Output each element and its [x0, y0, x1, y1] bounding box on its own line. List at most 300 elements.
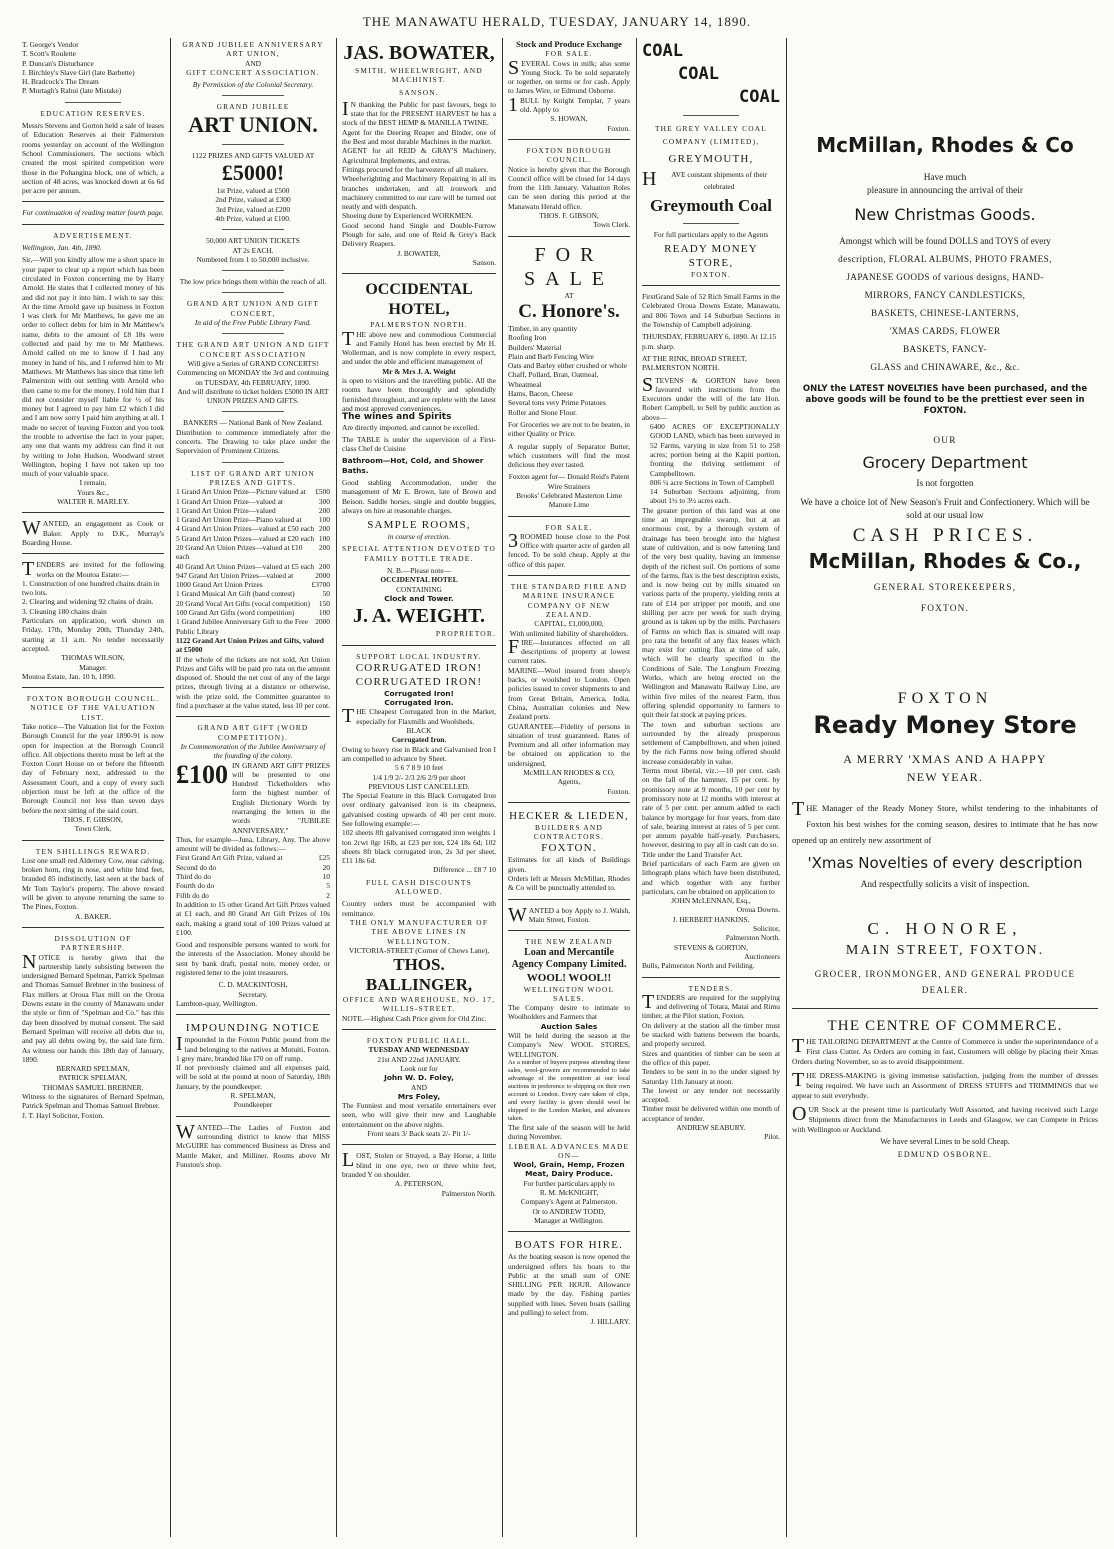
ad-heading: BOATS FOR HIRE. [514, 1239, 624, 1252]
ad-heading: FOXTON PUBLIC HALL. [366, 1036, 472, 1046]
column-1 [22, 40, 164, 1537]
ad-text: TENDERS are required for the supplying and delivering of Totara, Matai and Rimu timber, at the Pilot station, Foxton. [642, 990, 780, 1021]
article-text: Messrs Stevens and Gorton held a sale of leases of Education Reserves at their Palmerston rooms yesterday on account of the Wellington School Commissioners. The sections which created the most spirited competition were those in the Pohangina block, one of which, a section of 48 acres, was knocked down at 6s 6d per acre per annum. [22, 121, 164, 196]
ad-heading: WELLINGTON WOOL SALES. [523, 984, 615, 1003]
ad-text: 5 6 7 8 9 10 feet [394, 763, 444, 773]
ad-text: The low price brings them within the reach of all. [179, 277, 327, 287]
place: Foxton. [607, 786, 630, 796]
ad-text: IN GRAND ART GIFT PRIZES will be presented to one Hundred Ticketholders who form the highest number of English Dictionary Words by rearranging the letters in the words "JUBILEE ANNIVERSARY." [232, 760, 330, 835]
divider [22, 201, 164, 202]
list-item: 3rd Prize, valued at £200 [215, 204, 291, 214]
ad-text: Have much [923, 173, 967, 183]
ad-heading: Auction Sales [540, 1021, 598, 1031]
ad-text: SPECIAL ATTENTION DEVOTED TO FAMILY BOTTLE TRADE. [342, 544, 496, 563]
ad-text: Notice is hereby given that the Borough Council office will be closed for 14 days from the 11th January. Valuation Roles can be seen during this period at the Manawatu Herald office. [508, 164, 630, 211]
table-row [176, 872, 330, 881]
ad-text: For full particulars apply to the Agents [653, 229, 769, 239]
ad-heading: Grocery Department [862, 453, 1028, 472]
ad-heading: Corrugated Iron. [384, 698, 454, 708]
ad-text: Thus, for example—Juna, Library, Any. The above amount will be divided as follows:— [176, 834, 330, 854]
ad-text: The TABLE is under the supervision of a First-class Chef de Cuisine [342, 434, 496, 454]
permission-note: By Permission of the Colonial Secretary. [192, 80, 314, 90]
divider [222, 333, 284, 334]
divider [176, 1116, 330, 1117]
ad-text: Take notice—The Valuation list for the Foxton Borough Council for the year 1890-91 is now open for inspection at the Borough Council office. All objections thereto must be left at the Foxton Court House on or before the fifteenth day of February next, addressed to the Assessment Court, and a copy of every such objection must be left at the office of the Borough Council not less than seven days before the next sitting of the said court. [22, 722, 164, 815]
ad-text: Is not forgotten [916, 479, 974, 489]
ad-text: We have several Lines to be sold Cheap. [880, 1137, 1010, 1146]
ad-heading: SUPPORT LOCAL INDUSTRY. [356, 651, 482, 661]
ad-heading: SANSON. [399, 87, 439, 97]
divider [508, 1231, 630, 1232]
ad-text: THE above new and commodious Commercial and Family Hotel has been erected by Mr H. Wollerman, and is now complete in every respect, and under the able and efficient management of [342, 327, 496, 367]
ad-text: WANTED, an engagement as Cook or Baker. Apply to D.K., Murray's Boarding House. [22, 517, 164, 547]
ad-heading: IMPOUNDING NOTICE [185, 1022, 321, 1035]
list-item: H. Bradcock's The Dream [22, 77, 99, 87]
signature: Or to ANDREW TODD, [532, 1206, 606, 1216]
signature: A. BAKER. [75, 911, 111, 921]
ad-text: FirstGrand Sale of 52 Rich Small Farms in the Celebrated Oroua Downs Estate, Manawatu, and 806 Town and 14 Suburban Sections in the Township of Campbell adjoining. [642, 292, 780, 330]
divider [222, 144, 284, 145]
ad-title: THOS. BALLINGER, [365, 955, 473, 995]
list-item: MIRRORS, FANCY CANDLESTICKS, [864, 290, 1026, 300]
list-item: Oats and Barley either crushed or whole [508, 361, 628, 371]
list-item: Timber, in any quantity [508, 323, 578, 333]
ad-heading: John W. D. Foley, [384, 1073, 454, 1083]
signature: ANDREW SEABURY. [676, 1123, 746, 1133]
ad-text: 21st AND 22nd JANUARY. [377, 1054, 461, 1064]
table-cell-label: Fifth do do [176, 890, 209, 900]
column-rule [336, 38, 337, 1537]
table-cell-label: 40 Grand Art Union Prizes—valued at £5 each [176, 561, 315, 571]
ad-title: FOR SALE [524, 243, 614, 290]
ad-heading: LIBERAL ADVANCES MADE ON— [508, 1141, 630, 1160]
table-cell-value: 150 [318, 598, 330, 608]
table-cell-value: 300 [318, 496, 330, 506]
ad-text: Bathroom—Hot, Cold, and Shower Baths. [342, 456, 484, 475]
list-item: P. Murtagh's Rahui (late Mistake) [22, 86, 122, 96]
ad-text: Tenders to be sent in to the under signed by Saturday 11th January at noon. [642, 1067, 780, 1086]
table-row [176, 487, 330, 496]
ad-heading: Mrs Foley, [397, 1091, 441, 1101]
divider [792, 1008, 1098, 1009]
ad-heading: READY MONEY STORE, [664, 242, 758, 269]
section-heading: EDUCATION RESERVES. [40, 108, 146, 118]
column-rule [636, 38, 637, 1537]
ad-heading: THE CENTRE OF COMMERCE. [827, 1018, 1063, 1034]
ad-text: Country orders must be accompanied with remittance. [342, 899, 496, 918]
ad-heading: Stock and Produce Exchange [516, 40, 622, 49]
ad-text: THE Cheapest Corrugated Iron in the Market, especially for Flaxmills and Woolsheds. [342, 705, 496, 728]
divider [508, 236, 630, 237]
table-cell-label: Fourth do do [176, 881, 215, 891]
ad-text: ONLY the LATEST NOVELTIES have been purchased, and the above goods will be found to be the prettiest ever seen in FOXTON. [802, 384, 1088, 416]
ad-title: Greymouth Coal [650, 195, 772, 215]
spacer [792, 40, 1098, 132]
table-row [176, 589, 330, 598]
ad-text: With unlimited liability of shareholders. [509, 628, 629, 638]
ad-heading: FULL CASH DISCOUNTS ALLOWED. [366, 877, 472, 897]
ad-text: Sizes and quantities of timber can be seen at the office of this paper. [642, 1048, 780, 1067]
ad-heading: GRAND JUBILEE ANNIVERSARY ART UNION, [182, 40, 324, 59]
ad-text: If the whole of the tickets are not sold, Art Union Prizes and Gifts will be paid pro rata on the amount disposed of. Should the net cost of any of the large prizes, through living at a distance or otherwise, wish the prize sold, the Committee guarantee to find a purchaser at the value stated, less 10 per cent. [176, 654, 330, 711]
ad-text: 1/4 1/9 2/- 2/3 2/6 2/9 per sheet [372, 772, 466, 782]
table-row [176, 543, 330, 562]
ad-text: AND [410, 1082, 427, 1092]
ad-text: THURSDAY, FEBRUARY 6, 1890. At 12.15 p.m. sharp. [642, 332, 777, 351]
ad-text: LOST, Stolen or Strayed, a Bay Horse, a little blind in one eye, two or three white feet, branded Y on shoulder. [342, 1149, 496, 1179]
ad-title: £100 [176, 759, 228, 789]
dateline: Wellington, Jan. 4th, 1890. [22, 243, 102, 253]
ad-heading: New Christmas Goods. [854, 205, 1036, 224]
divider [176, 1014, 330, 1015]
role: Secretary. [238, 989, 268, 999]
ad-text: The town and suburban sections are surrounded by the already prosperous settlement of Campbelltown, and when joined by the rich Farms now being offered should increase considerably in value. [642, 719, 780, 766]
ad-heading: FOXTON BOROUGH COUNCIL. [526, 145, 612, 165]
ad-heading: CASH PRICES. [852, 525, 1038, 546]
ad-text: Foxton agent for— Donald Reid's Patent Wire Strainers [508, 472, 630, 491]
ad-text: AT 2s EACH. [232, 245, 274, 255]
ad-text: Particulars on application, work shown on Friday, 17th, Monday 20th, Thursday 24th, starting at 11 a.m. No tender necessarily accepted. [22, 616, 164, 653]
list-item: 'XMAS CARDS, FLOWER [889, 326, 1001, 336]
list-item: T. Scott's Roulette [22, 49, 76, 59]
ad-text: Will give a Series of GRAND CONCERTS! [187, 358, 319, 368]
role: Agents, [557, 777, 581, 787]
ad-text: celebrated [704, 182, 735, 192]
ad-text: Commencing on MONDAY the 3rd and continuing on TUESDAY, 4th FEBRUARY, 1890. [177, 368, 329, 387]
table-row [176, 608, 330, 617]
column-3 [342, 40, 496, 1537]
table-row [176, 524, 330, 533]
signoff: Yours &c., [77, 487, 109, 497]
list-item: T. George's Vendor [22, 40, 79, 49]
continuation-note: For continuation of reading matter fourth page. [22, 208, 164, 218]
signature: S. HOWAN, [550, 114, 588, 124]
divider [22, 687, 164, 688]
divider [222, 270, 284, 271]
ad-text: Lost one small red Alderney Cow, near calving, broken horn, ring in nose, and white hind feet, branded 85 indistinctly, last seen at the back of Mr Tom Taylor's property. The above reward will be given to anyone returning the same to The Pines, Foxton. [22, 855, 164, 912]
ad-text: AT [564, 290, 574, 300]
list-item: description, FLORAL ALBUMS, PHOTO FRAMES, [838, 254, 1052, 264]
ad-text: The lowest or any tender not necessarily accepted. [642, 1085, 780, 1105]
list-item: 3. Cleaning 180 chains drain [22, 606, 107, 616]
divider [508, 899, 630, 900]
section-heading: TEN SHILLINGS REWARD. [35, 846, 151, 856]
spacer [792, 786, 1098, 800]
ad-text: WANTED a boy Apply to J. Walsh, Main Street, Foxton. [508, 903, 630, 926]
ad-text: 1122 PRIZES AND GIFTS VALUED AT [191, 150, 315, 160]
ad-text: IN thanking the Public for past favours, begs to state that for the PRESENT HARVEST he has a stock of the BEST HEMP & MANILLA TWINE. [342, 97, 496, 128]
spacer [792, 158, 1098, 172]
ad-text: pleasure in announcing the arrival of their [867, 186, 1023, 196]
list-item: Roller and Stone Flour. [508, 407, 577, 417]
ad-text: OUR [933, 436, 957, 446]
ad-text: Good stabling Accommodation, under the management of Mr E. Brown, late of Brown and Beison. Saddle horses, single and double buggies, always on hire at reasonable charges. [342, 477, 496, 515]
ad-text: The Funniest and most versatile entertainers ever seen, who will give their new and Laughable entertainment on the above nights. [342, 1101, 496, 1129]
signature: JOHN McLENNAN, Esq., [671, 896, 751, 906]
signature: McMILLAN RHODES & CO, [523, 768, 615, 777]
signature: C. D. MACKINTOSH, [218, 980, 288, 990]
ad-title: COAL [642, 41, 683, 61]
place: Sanson. [472, 257, 496, 267]
ad-heading: TUESDAY AND WEDNESDAY [368, 1045, 470, 1055]
ad-heading: GRAND ART UNION AND GIFT CONCERT, [186, 299, 320, 318]
address: Lambton-quay, Wellington. [176, 998, 258, 1008]
ad-text: 50,000 ART UNION TICKETS [206, 236, 300, 246]
ad-text: GUARANTEE—Fidelity of persons in situation of trust guaranteed. Rates of Premium and all other information may be obtained on application to the undersigned, [508, 721, 630, 768]
signature: THOMAS WILSON, [61, 653, 125, 663]
table-row [176, 562, 330, 571]
ad-text: STEVENS & GORTON have been favoured with instructions from the Executors under the will of the late Hon. Robert Campbell, to Sell by public auction as above— [642, 373, 780, 422]
ad-text: On delivery at the station all the timber must be stacked with battens between the boards, and properly secured. [642, 1020, 780, 1049]
ad-text: Terms most liberal, viz.:—10 per cent. cash on the fall of the hammer, 15 per cent. by promissory note at 9 months, 10 per cent by promissory note at 12 months with interest at rate of 5 per cent. per annum added to each balance by mortgage for four years, from date of sale, bearing interest at rates of 5 per cent. per annum payable half-yearly. Purchasers, however, desiring to pay all in cash can do so. [642, 766, 780, 850]
ad-text: CAPITAL, £1,000,000, [534, 619, 604, 629]
ad-text: THE Manager of the Ready Money Store, whilst tendering to the inhabitants of Foxton his best wishes for the coming season, desires to intimate that he has now opened up an entirely new assortment of [792, 798, 1098, 845]
divider [342, 645, 496, 646]
table-cell-value: £25 [318, 853, 330, 863]
ad-text: Agent for the Deering Reaper and Binder, one of the Best and most durable Machines in the market. [342, 127, 496, 147]
table-cell-label: 5 Grand Art Union Prizes—valued at £20 each [176, 533, 315, 543]
ad-heading: PALMERSTON NORTH. [370, 320, 468, 330]
divider [22, 840, 164, 841]
place: Palmerston North. [725, 933, 780, 943]
table-cell-value: 2000 [315, 617, 330, 627]
ad-text: THE DRESS-MAKING is giving immense satisfaction, judging from the number of dresses being required. We have such an Assortment of DRESS STUFFS and TRIMMINGS that we appear to suit everybody. [792, 1069, 1098, 1100]
table-row [176, 497, 330, 506]
ad-text: A regular supply of Separator Butter, which customers will find the most delicious they ever tasted. [508, 441, 630, 470]
table-cell-label: 947 Grand Art Union Prizes—valued at [176, 570, 294, 580]
table-cell-label: 1 Grand Musical Art Gift (band contest) [176, 589, 295, 599]
table-row [176, 571, 330, 580]
column-4 [508, 40, 630, 1537]
divider [22, 512, 164, 513]
divider [222, 229, 284, 230]
article-text: Sir,—Will you kindly allow me a short space in your paper to clear up a report which has been circulated in Foxton concerning me by Harry Arnold. He states that I collected money of his and did not pay it into him. I wish to say this: At the time Arnold gave up business in Foxton I was clerk for Mr Matthews, he gave me an order to collect debts for him in Mr Matthew's name, debts to the amount of £8 18s were collected and paid by me to Mr Matthews. Arnold called on me to know if I had any money in hand of his, and I referred him to Mr Matthews. Mr Matthews has since that time left Palmerston with out settling with Arnold who then came to me for the money. I told him that I did not consider myself liable for ½ of his money but I agreed to pay him £2 which I did and I am now sorry I paid him anything at all. I made no secret of leaving Foxton and you took the trouble to advertise the fact in your paper, any one that wants my address can find it out by writing to John Hudson, Woodward street Wellington, hoping I have not taken up too much of your valuable space. [22, 255, 164, 479]
divider [508, 516, 630, 517]
role: Oroua Downs. [736, 905, 780, 915]
ad-text: WANTED—The Ladies of Foxton and surrounding district to know that MISS McGUIRE has commenced Business as Dress and Mantle Maker, and Milliner. Rooms above Mr Funston's shop. [176, 1120, 330, 1169]
table-cell-label: 1 Grand Jubilee Anniversary Gift to the Free Public Library [176, 617, 308, 636]
ad-text: Brief particulars of each Farm are given on lithograph plans which have been distributed, and which together with any further particulars, can be obtained on application to [642, 859, 780, 896]
divider [342, 1144, 496, 1145]
ad-title: COAL [739, 87, 780, 107]
table-cell-value: £3700 [311, 580, 330, 590]
ad-text: The Special Feature in this Black Corrugated Iron over ordinary galvanised iron is its cheapness, galvanised costing upwards of 40 per cent more. See following example:— [342, 791, 496, 828]
ad-heading: GIFT CONCERT ASSOCIATION. [186, 67, 320, 77]
ad-title: Ready Money Store [813, 711, 1077, 739]
goods-list [508, 324, 630, 417]
ad-text: And respectfully solicits a visit of inspection. [860, 880, 1030, 890]
ad-heading: BUILDERS AND CONTRACTORS. [533, 822, 605, 842]
ad-heading: SAMPLE ROOMS, [367, 519, 471, 532]
column-rule [786, 38, 787, 1537]
ad-text: In aid of the Free Public Library Fund. [194, 318, 312, 328]
ad-title: £5000! [221, 160, 285, 186]
table-cell-value: 200 [318, 505, 330, 515]
ad-text: As the boating season is now opened the undersigned offers his boats to the Public at the small sum of ONE SHILLING PER HOUR. Allowance made by the day. Fishing parties supplied with lines. Seven boats (sailing and pulling) to select from. [508, 1252, 630, 1317]
ad-heading: OCCIDENTAL HOTEL [380, 575, 458, 585]
divider [642, 977, 780, 978]
ad-text: Numbered from 1 to 50,000 inclusive. [196, 254, 310, 264]
ad-text: AGENT for all REID & GRAY'S Machinery, Agricultural Implements, and extras. [342, 146, 496, 165]
list-item: Several tons very Prime Potatoes [508, 398, 606, 408]
ad-text: We have a choice lot of New Season's Fruit and Confectionery. Which will be sold at our usual low [800, 498, 1090, 521]
ad-text: CONTAINING [396, 584, 442, 594]
ad-text: Witness to the signatures of Bernard Spelman, Patrick Spelman and Thomas Samuel Brebner. [22, 1091, 164, 1111]
ad-text: PREVIOUS LIST CANCELLED. [368, 781, 470, 791]
role: Pilot. [764, 1132, 780, 1142]
spacer [792, 892, 1098, 918]
table-row [176, 515, 330, 524]
spacer [792, 616, 1098, 688]
ad-heading: FOXTON. [690, 269, 732, 279]
ad-heading: Clock and Tower. [384, 593, 454, 603]
signature: J. HILLARY. [590, 1317, 630, 1327]
list-item: JAPANESE GOODS of various designs, HAND- [846, 272, 1044, 282]
divider [342, 273, 496, 274]
divider [222, 411, 284, 412]
divider [22, 927, 164, 928]
column-6 [792, 40, 1098, 1537]
ad-text: Brooks' Celebrated Masterton Lime [516, 490, 622, 500]
signoff: I remain, [79, 478, 107, 488]
list-item: 1. Construction of one hundred chains drain in two lots. [22, 578, 160, 598]
section-heading: NOTICE OF THE VALUATION LIST. [30, 703, 156, 722]
signature: THOS. F. GIBSON, [539, 211, 599, 221]
table-cell-label: 100 Grand Art Gifts (word competition) [176, 608, 295, 618]
ad-text: As a number of buyers purpose attending these sales, wool-growers are recommended to take advantage of the competition at our local auctions in preference to shipping on their own account to London. Every care taken of clips, and every facility is given should wool be shipped to the London Market, and advances taken. [508, 1058, 630, 1122]
divider [683, 115, 738, 116]
ad-text: BLACK [406, 726, 432, 736]
ad-text: Distribution to commence immediately after the concerts. The Drawing to take place under the Supervision of Prominent Citizens. [176, 427, 330, 456]
list-item: 4th Prize, valued at £100. [215, 213, 291, 223]
ad-text: Impounded in the Foxton Public pound from the land belonging to the natives at Motuiti, Foxton. 1 grey mare, branded like I70 on off rump. [176, 1033, 330, 1063]
table-cell-value: 100 [318, 533, 330, 543]
signature: EDMUND OSBORNE. [897, 1150, 993, 1159]
ad-text: BANKERS — National Bank of New Zealand. [183, 418, 323, 428]
table-cell-value: £500 [315, 487, 330, 497]
masthead: THE MANAWATU HERALD, TUESDAY, JANUARY 14, 1890. [362, 14, 752, 29]
ad-text: 3ROOMED house close to the Post Office with quarter acre of garden all fenced. To be sold cheap. Apply at the office of this paper. [508, 529, 630, 569]
ad-heading: Wool, Grain, Hemp, Frozen Meat, Dairy Produce. [513, 1160, 625, 1179]
ad-text: For Groceries we are not to be beaten, in either Quality or Price. [508, 419, 630, 439]
table-cell-value: 10 [322, 872, 330, 882]
divider [508, 930, 630, 931]
list-item: 2. Clearing and widening 92 chains of drain. [22, 597, 154, 607]
divider [642, 285, 780, 286]
divider [508, 802, 630, 803]
column-rule [502, 38, 503, 1537]
ad-text: MARINE—Wool insured from sheep's backs, or woolshed to London. Open policies issued to cover shipments to and from Great Britain, America, India, China, Australian colonies and New Zealand ports. [508, 665, 630, 722]
ad-title: ART UNION. [188, 111, 318, 137]
ad-text: In addition to 15 other Grand Art Gift Prizes valued at £1 each, and 80 Grand Art Gift Prizes of 10s each, making a grand total of 100 Prizes valued at £100. [176, 899, 330, 937]
table-cell-value: 200 [318, 524, 330, 534]
ad-text: Good second hand Single and Double-Furrow Plough for sale, and one of Reid & Grey's Back Delivery Reapers. [342, 220, 496, 249]
section-heading: ADVERTISEMENT. [53, 230, 133, 240]
ad-heading: THE GRAND ART UNION AND GIFT CONCERT ASSOCIATION [176, 340, 330, 359]
list-item: BASKETS, FANCY- [903, 344, 987, 354]
signature: BERNARD SPELMAN, [56, 1064, 130, 1074]
ad-title: JAS. BOWATER, [343, 42, 495, 64]
ad-heading: CORRUGATED IRON! [355, 675, 483, 688]
signature: STEVENS & GORTON, [674, 942, 748, 952]
ad-heading: FOR SALE. [545, 522, 593, 532]
signature: J. T. Hayl Solicitor, Foxton. [22, 1110, 104, 1120]
divider [342, 1029, 496, 1030]
ad-text: OFFICE AND WAREHOUSE, NO. 17, WILLIS-STREET. [342, 995, 496, 1014]
table-cell-label: 1 Grand Art Union Prize—valued [176, 505, 276, 515]
table-cell-label: 20 Grand Vocal Art Gifts (vocal competition) [176, 598, 310, 608]
column-2 [176, 40, 330, 1537]
spacer [792, 425, 1098, 435]
list-item: 1st Prize, valued at £500 [216, 186, 290, 196]
divider [508, 575, 630, 576]
ad-text: THE TAILORING DEPARTMENT at the Centre of Commerce is under the superintendance of a First class Cutter. As Orders are coming in fast, Customers will oblige by placing their Xmas Orders during November, so as to avoid disappointment. [792, 1035, 1098, 1066]
ad-title: COAL [678, 64, 719, 84]
ad-text: Timber must be delivered within one month of acceptance of tender. [642, 1104, 780, 1123]
ad-text: 102 sheets 8ft galvanised corrugated iron weights 1 ton 2cwt 0gr 16lb, at £23 per ton, £24 18s 6d; 102 sheets 8ft black corrugated iron, 2s 3d per sheet, £11 18s 6d. [342, 828, 496, 866]
ad-text: Owing to heavy rise in Black and Galvanised Iron I am compelled to advance by Sheet. [342, 744, 496, 763]
list-item: Plain and Barb Fencing Wire [508, 351, 594, 361]
list-item: 2nd Prize, valued at £300 [215, 195, 291, 205]
ad-text: Look out for [400, 1063, 438, 1073]
divider [222, 462, 284, 463]
ad-heading: FOR SALE. [545, 49, 593, 59]
role: Manager. [79, 662, 107, 672]
ad-text: 1122 Grand Art Union Prizes and Gifts, valued at £5000 [176, 635, 324, 655]
table-row [176, 863, 330, 872]
ad-text: AT THE RINK, BROAD STREET, PALMERSTON NORTH. [642, 353, 747, 373]
ad-text: A MERRY 'XMAS AND A HAPPY NEW YEAR. [843, 752, 1047, 784]
role: Auctioneers [744, 951, 780, 961]
table-cell-value: 100 [318, 515, 330, 525]
ad-heading: 'Xmas Novelties of every description [807, 854, 1083, 872]
ad-text: Manure Lime [548, 500, 590, 510]
ad-heading: THE GREY VALLEY COAL COMPANY (LIMITED), [654, 124, 768, 146]
table-cell-value: 100 [318, 608, 330, 618]
ad-text: The greater portion of this land was at one time an impregnable swamp, but at an enormous cost, by a thorough system of drainage has been brought into the highest state of cultivation, and is now fattening land of the very best quality, having an immense depth of the richest soil. On portions of some of the farms, flax is the best description exists, and is now being cut by mills situated on various parts of the property, yielding rents at rate of £14 per stripper per month, and one shilling per acre per week for such drying ground as is taken up by the mills. Purchasers of Farms on which flax is situated will reap pro rata the benefit of any flax leases which may exist for cutting flax at time of sale, which will be clearly specified in the Conditions of Sale. The Longburn Freezing Works, which are being erected on the Wellington and Manawatu Railway Line, are within five miles of the nearest Farm, thus offering splendid opportunity to farmers to quit their fat stock at paying prices. [642, 505, 780, 720]
ad-title: McMillan, Rhodes & Co., [808, 549, 1082, 573]
table-cell-value: 200 [318, 542, 330, 552]
ad-text: Difference ... £8 7 10 [433, 865, 496, 875]
spacer [792, 740, 1098, 750]
ad-text: Amongst which will be found DOLLS and TOYS of every [839, 236, 1051, 246]
signature: THOMAS SAMUEL BREBNER. [42, 1082, 144, 1092]
ad-title: C. HONORE, [867, 919, 1023, 938]
ad-text: is open to visitors and the travelling public. All the rooms have been thoroughly and splendidly furnished throughout, and are replete with the latest and most approved conveniences. [342, 376, 496, 413]
ad-text: Estimates for all kinds of Buildings given. [508, 855, 630, 874]
ad-text: In Commemoration of the Jubilee Anniversary of the founding of the colony. [180, 741, 326, 761]
ad-heading: Corrugated Iron. [391, 735, 447, 745]
signature: R. M. McKNIGHT, [539, 1188, 599, 1198]
table-row [176, 506, 330, 515]
list-item: Roofing Iron [508, 333, 547, 343]
divider [222, 292, 284, 293]
ad-text: FOXTON. [920, 604, 970, 614]
ad-text: Mr & Mrs J. A. Weight [382, 366, 456, 376]
signature: J. HERBERT HANKINS, [672, 914, 750, 924]
ad-heading: AND [244, 58, 261, 68]
ad-text: GENERAL STOREKEEPERS, [873, 583, 1017, 593]
ad-heading: MAIN STREET, FOXTON. [845, 943, 1045, 958]
column-rule [170, 38, 171, 1537]
ad-text: NOTE.—Highest Cash Price given for Old Zinc. [342, 1013, 487, 1023]
table-cell-label: 4 Grand Art Union Prizes—valued at £50 each [176, 524, 315, 534]
ad-text: 14 Suburban Sections adjoining, from about 1½ to 3½ acres each. [650, 487, 780, 506]
place: Bulls, Palmerston North and Feilding. [642, 961, 755, 971]
ad-heading: THE STANDARD FIRE AND MARINE INSURANCE COMPANY OF NEW ZEALAND. [510, 582, 628, 619]
ad-heading: WOOL! WOOL!! [526, 971, 612, 984]
dateline: Moutoa Estate, Jan. 10 h, 1890. [22, 671, 116, 681]
